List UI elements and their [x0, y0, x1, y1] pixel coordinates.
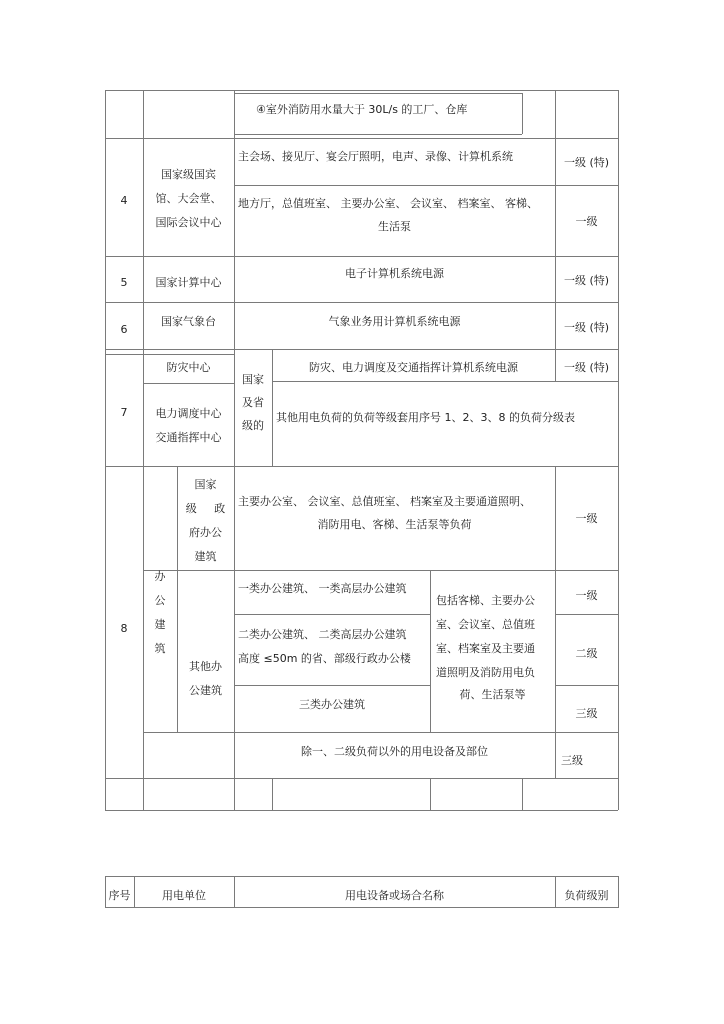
- row8c-load: 除一、二级负荷以外的用电设备及部位: [301, 745, 488, 758]
- row4b-level: 一级: [575, 215, 598, 228]
- row6-level: 一级 (特): [563, 321, 610, 334]
- row7-scope-line1: 国家: [242, 373, 264, 386]
- row8a-load-line2: 消防用电、客梯、生活泵等负荷: [317, 518, 472, 531]
- row8a-sub-3: 府办公: [189, 526, 222, 539]
- row0-load-text: ④室外消防用水量大于 30L/s 的工厂、仓库: [256, 103, 468, 116]
- row6-unit: 国家气象台: [161, 315, 216, 328]
- row8b2-type-line2: 高度 ≤50m 的省、部级行政办公楼: [238, 652, 411, 665]
- row8b1-type: 一类办公建筑、 一类高层办公建筑: [238, 582, 407, 595]
- row4-unit-line2: 馆、大会堂、: [155, 192, 222, 205]
- row7-scope-line2: 及省: [242, 396, 264, 409]
- row8b-load-line2: 室、会议室、总值班: [436, 618, 535, 631]
- row8b-load-line3: 室、档案室及主要通: [436, 642, 535, 655]
- row8b3-type: 三类办公建筑: [299, 698, 365, 711]
- row7-scope-line3: 级的: [242, 419, 264, 432]
- row7-seq: 7: [120, 406, 128, 419]
- header-seq: 序号: [108, 889, 131, 902]
- row4b-load-line2: 生活泵: [378, 220, 411, 233]
- row8a-load-line1: 主要办公室、 会议室、总值班室、 档案室及主要通道照明、: [238, 495, 531, 508]
- row7a-level: 一级 (特): [563, 361, 610, 374]
- row5-level: 一级 (特): [563, 274, 610, 287]
- row8b1-level: 一级: [575, 589, 598, 602]
- row5-unit: 国家计算中心: [155, 276, 222, 289]
- row8-cat-4: 筑: [154, 642, 166, 655]
- row8b2-level: 二级: [575, 647, 598, 660]
- row8a-sub-4: 建筑: [194, 550, 217, 563]
- row4-seq: 4: [120, 194, 128, 207]
- row7b-load: 其他用电负荷的负荷等级套用序号 1、2、3、8 的负荷分级表: [276, 411, 575, 424]
- header-unit: 用电单位: [162, 889, 206, 902]
- header-level: 负荷级别: [564, 889, 609, 902]
- row8b-sub-2: 公建筑: [189, 684, 222, 697]
- row7-unit-a: 防灾中心: [166, 361, 211, 374]
- row7-unit-b-line2: 交通指挥中心: [155, 431, 222, 444]
- row5-load: 电子计算机系统电源: [345, 267, 444, 280]
- row6-seq: 6: [120, 323, 128, 336]
- row4b-load-line1: 地方厅，总值班室、 主要办公室、 会议室、 档案室、 客梯、: [238, 197, 538, 210]
- row8-cat-3: 建: [154, 618, 166, 631]
- row8b2-type-line1: 二类办公建筑、 二类高层办公建筑: [238, 628, 407, 641]
- row8a-sub-2: 级 政: [185, 502, 226, 515]
- row8c-level: 三级: [561, 754, 583, 767]
- row4-unit-line1: 国家级国宾: [161, 168, 216, 181]
- row8-seq: 8: [120, 622, 128, 635]
- row8b-sub-1: 其他办: [189, 660, 222, 673]
- row4a-level: 一级 (特): [563, 156, 610, 169]
- row4a-load: 主会场、接见厅、宴会厅照明，电声、录像、计算机系统: [238, 150, 513, 163]
- row6-load: 气象业务用计算机系统电源: [328, 315, 461, 328]
- row8a-level: 一级: [575, 512, 598, 525]
- row5-seq: 5: [120, 276, 128, 289]
- row7-unit-b-line1: 电力调度中心: [155, 407, 222, 420]
- header-equip: 用电设备或场合名称: [345, 889, 444, 902]
- row4-unit-line3: 国际会议中心: [155, 216, 222, 229]
- row8b-load-line5: 荷、生活泵等: [459, 688, 526, 701]
- row8b3-level: 三级: [575, 707, 598, 720]
- row8-cat-2: 公: [154, 594, 166, 607]
- row8b-load-line1: 包括客梯、主要办公: [436, 594, 535, 607]
- row8a-sub-1: 国家: [194, 478, 217, 491]
- row7a-load: 防灾、电力调度及交通指挥计算机系统电源: [309, 361, 518, 374]
- row8-cat-1: 办: [154, 570, 166, 583]
- row8b-load-line4: 道照明及消防用电负: [436, 666, 535, 679]
